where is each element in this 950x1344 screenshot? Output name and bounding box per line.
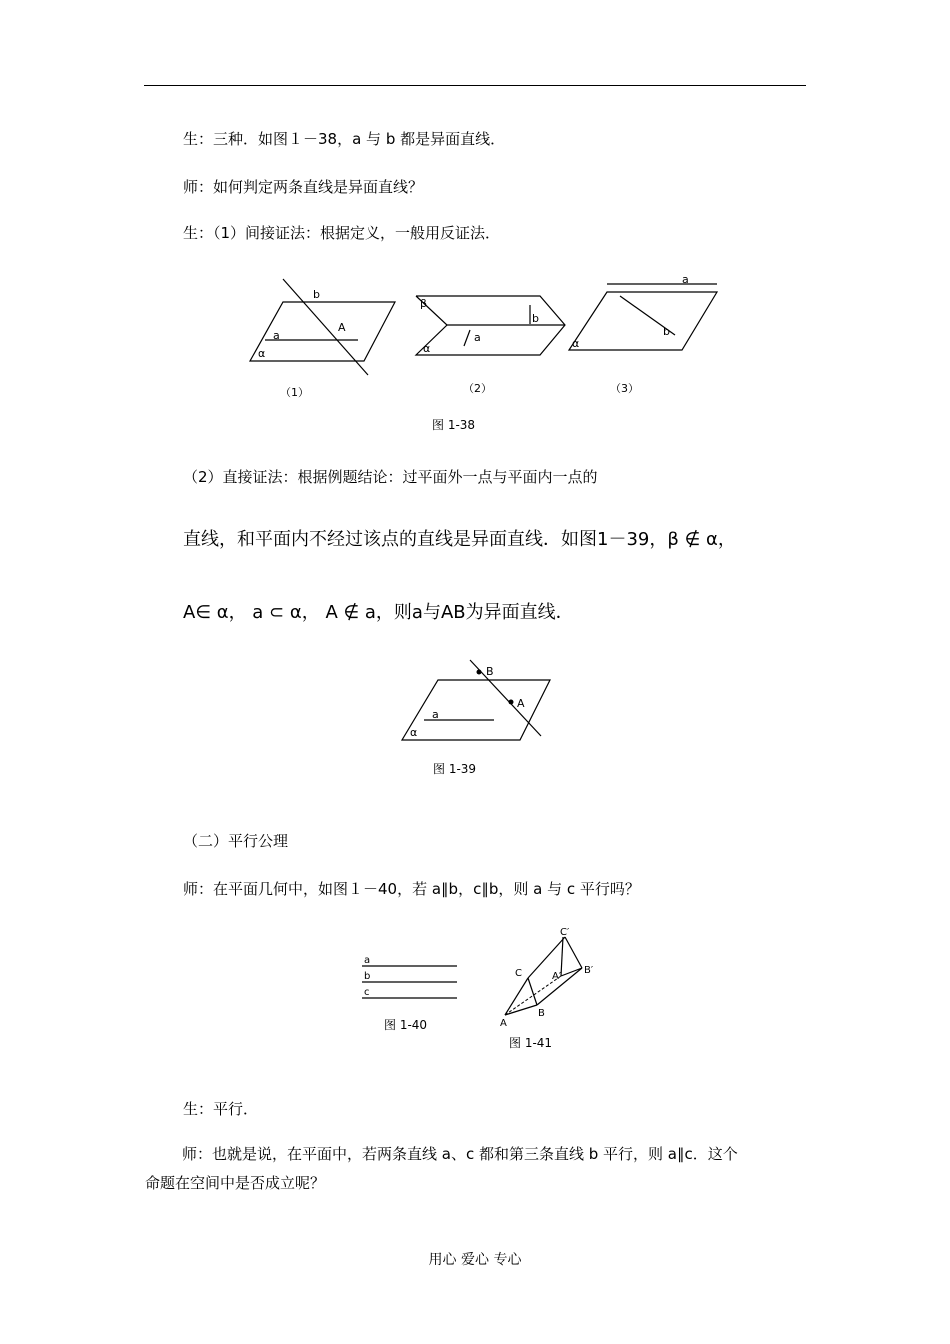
line-8: 师：在平面几何中，如图１－40，若 a∥b，c∥b，则 a 与 c 平行吗？	[183, 880, 640, 898]
label-b-2: b	[532, 312, 539, 325]
line-7: （二）平行公理	[183, 832, 289, 850]
plane-alpha-1	[250, 302, 395, 361]
caption-1-40: 图 1-40	[384, 1018, 428, 1032]
caption-1-38: 图 1-38	[432, 418, 476, 432]
plane-alpha-3	[569, 292, 717, 350]
line-1: 生：三种．如图１－38，a 与 b 都是异面直线．	[183, 130, 506, 148]
label-A: A	[500, 1018, 507, 1029]
label-beta-2: β	[420, 297, 428, 310]
footer: 用心 爱心 专心	[428, 1252, 522, 1268]
line-6: A∈ α， a ⊂ α， A ∉ a，则a与AB为异面直线．	[183, 602, 574, 623]
label-b-1: b	[313, 288, 320, 301]
edge-CB	[528, 978, 537, 1005]
label-b: b	[364, 971, 371, 982]
caption-1-41: 图 1-41	[509, 1036, 553, 1050]
label-B: B	[538, 1008, 545, 1019]
label-B1: B′	[584, 965, 594, 976]
line-11: 命题在空间中是否成立呢？	[145, 1174, 326, 1192]
figure-1-39	[0, 655, 950, 755]
line-a-2	[464, 330, 470, 346]
label-A: A	[517, 697, 525, 710]
sub-caption-2: （2）	[463, 382, 492, 395]
header-rule	[144, 85, 806, 86]
point-A	[509, 700, 514, 705]
edge-A1B1	[561, 968, 582, 976]
line-4: （2）直接证法：根据例题结论：过平面外一点与平面内一点的	[183, 468, 598, 486]
figure-1-38	[0, 275, 950, 435]
label-C1: C′	[560, 927, 570, 938]
line-2: 师：如何判定两条直线是异面直线？	[183, 178, 424, 196]
sub-caption-1: （1）	[280, 386, 309, 399]
line-5: 直线，和平面内不经过该点的直线是异面直线．如图1－39，β ∉ α，	[183, 529, 736, 550]
label-a: a	[364, 955, 371, 966]
figure-1-41	[0, 922, 950, 1032]
edge-C1B1	[565, 937, 582, 968]
label-alpha-1: α	[258, 347, 266, 360]
sub-caption-3: （3）	[610, 382, 639, 395]
line-3: 生：（1）间接证法：根据定义，一般用反证法．	[183, 224, 501, 242]
plane-alpha	[402, 680, 550, 740]
label-alpha-2: α	[423, 342, 431, 355]
label-a: a	[432, 708, 439, 721]
label-b-3: b	[663, 325, 670, 338]
line-9: 生：平行．	[183, 1100, 259, 1118]
label-A1: A′	[552, 971, 562, 982]
label-alpha: α	[410, 726, 418, 739]
label-B: B	[486, 665, 494, 678]
label-a-3: a	[682, 273, 689, 286]
line-10: 师：也就是说，在平面中，若两条直线 a、c 都和第三条直线 b 平行，则 a∥c．这个	[182, 1145, 738, 1163]
label-c: c	[364, 987, 370, 998]
edge-C1A1	[561, 937, 563, 976]
label-a-2: a	[474, 331, 481, 344]
label-a-1: a	[273, 329, 280, 342]
label-alpha-3: α	[572, 337, 580, 350]
point-B	[477, 670, 482, 675]
label-C: C	[515, 968, 522, 979]
caption-1-39: 图 1-39	[433, 762, 477, 776]
label-A-1: A	[338, 321, 346, 334]
